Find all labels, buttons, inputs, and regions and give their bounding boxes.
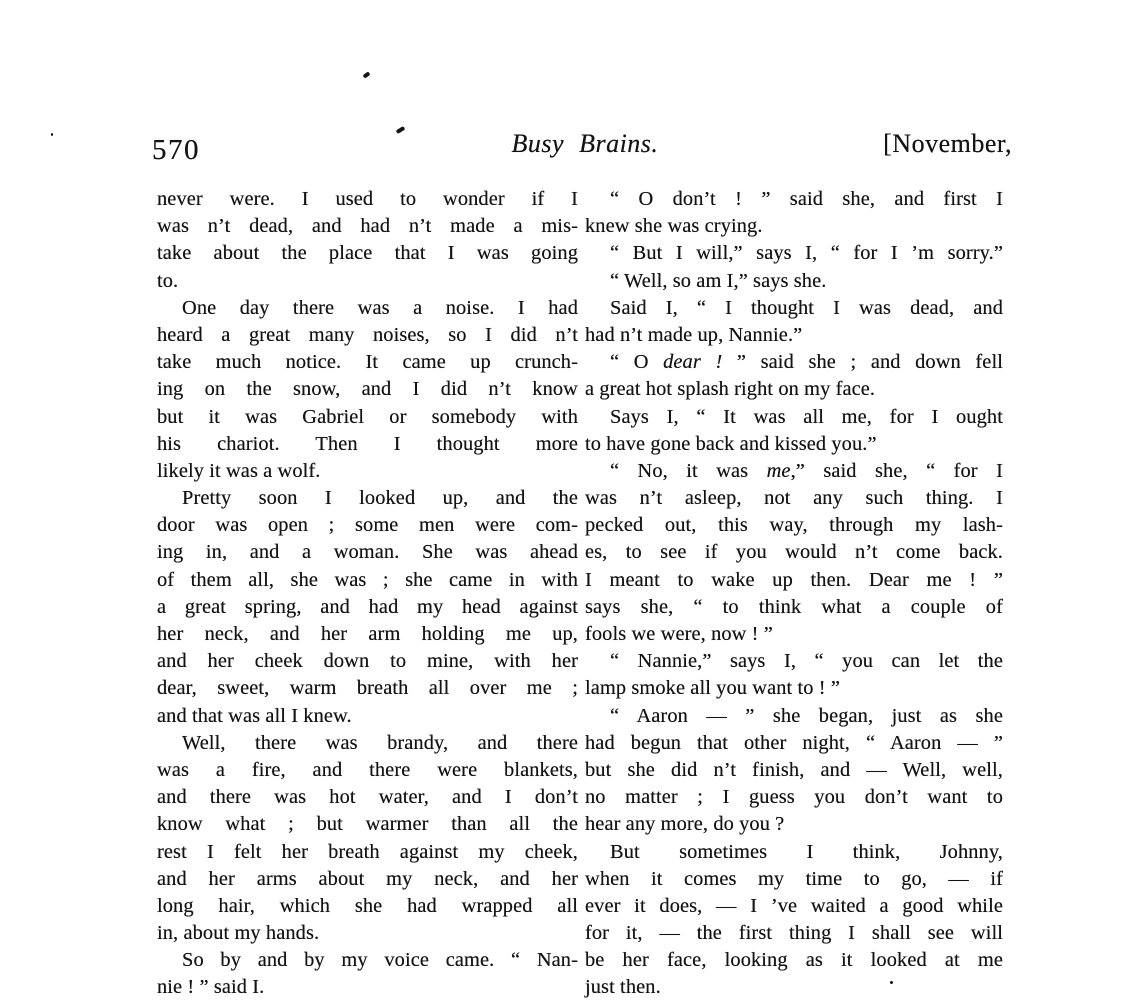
text-line: ing in, and a woman. She was ahead <box>157 541 578 564</box>
text-line: be her face, looking as it looked at me <box>585 949 1003 972</box>
text-line: take much notice. It came up crunch- <box>157 351 578 374</box>
text-line: when it comes my time to go, — if <box>585 867 1003 890</box>
text-line: to. <box>157 269 179 292</box>
text-line: in, about my hands. <box>157 922 320 945</box>
text-line: for it, — the first thing I shall see will <box>585 922 1003 945</box>
text-line: “ Aaron — ” she began, just as she <box>610 704 1003 727</box>
text-line: I meant to wake up then. Dear me ! ” <box>585 568 1003 591</box>
text-line: was n’t asleep, not any such thing. I <box>585 487 1003 510</box>
running-title: Busy Brains. <box>511 129 659 158</box>
text-line: hear any more, do you ? <box>585 813 785 836</box>
text-line: fools we were, now ! ” <box>585 623 773 645</box>
text-line: ever it does, — I ’ve waited a good while <box>585 894 1003 917</box>
text-line: door was open ; some men were com- <box>157 514 578 537</box>
text-line: So by and by my voice came. “ Nan- <box>182 949 578 972</box>
text-line: just then. <box>585 976 661 999</box>
ink-speck <box>51 133 53 136</box>
text-line: likely it was a wolf. <box>157 459 321 482</box>
text-line: lamp smoke all you want to ! ” <box>585 677 840 700</box>
text-line: but it was Gabriel or somebody with <box>157 405 578 428</box>
text-line: knew she was crying. <box>585 215 763 238</box>
ink-speck <box>396 126 406 134</box>
text-line: but she did n’t finish, and — Well, well, <box>585 758 1003 781</box>
text-line: dear, sweet, warm breath all over me ; <box>157 677 578 700</box>
page-number: 570 <box>152 134 200 166</box>
text-line: his chariot. Then I thought more <box>157 432 578 455</box>
text-line: of them all, she was ; she came in with <box>157 568 578 591</box>
text-line: rest I felt her breath against my cheek, <box>157 840 578 863</box>
text-line: “ But I will,” says I, “ for I ’m sorry.” <box>610 242 1003 265</box>
text-line: take about the place that I was going <box>157 242 578 265</box>
text-line: “ Well, so am I,” says she. <box>610 269 827 292</box>
text-line: “ O don’t ! ” said she, and first I <box>610 188 1003 210</box>
text-line: her neck, and her arm holding me up, <box>157 623 578 645</box>
date-header: [November, <box>883 129 1012 158</box>
text-line: Said I, “ I thought I was dead, and <box>610 296 1003 319</box>
text-line: ing on the snow, and I did n’t know <box>157 378 578 401</box>
text-line: a great hot splash right on my face. <box>585 378 876 401</box>
text-line: nie ! ” said I. <box>157 976 265 999</box>
text-line: pecked out, this way, through my lash- <box>585 514 1003 537</box>
text-line: long hair, which she had wrapped all <box>157 894 578 917</box>
text-line: One day there was a noise. I had <box>182 296 578 319</box>
ink-speck <box>362 71 370 78</box>
text-line: Says I, “ It was all me, for I ought <box>610 405 1003 428</box>
text-line: was n’t dead, and had n’t made a mis- <box>157 215 578 238</box>
text-line: Well, there was brandy, and there <box>182 731 578 754</box>
text-line: and her arms about my neck, and her <box>157 867 578 890</box>
text-line: and her cheek down to mine, with her <box>157 650 578 673</box>
text-line: “ Nannie,” says I, “ you can let the <box>610 650 1003 673</box>
text-line: and there was hot water, and I don’t <box>157 786 578 809</box>
text-line: had begun that other night, “ Aaron — ” <box>585 731 1003 754</box>
text-line: But sometimes I think, Johnny, <box>610 840 1003 863</box>
text-line: was a fire, and there were blankets, <box>157 758 578 781</box>
left-column <box>157 186 578 1002</box>
text-line: Pretty soon I looked up, and the <box>182 487 578 510</box>
right-column <box>585 186 1003 1002</box>
ink-speck <box>890 981 893 984</box>
text-line: never were. I used to wonder if I <box>157 188 578 210</box>
text-line: no matter ; I guess you don’t want to <box>585 786 1003 809</box>
text-line: a great spring, and had my head against <box>157 595 578 618</box>
text-line: “ No, it was me,” said she, “ for I <box>610 459 1003 482</box>
text-line: know what ; but warmer than all the <box>157 813 578 836</box>
text-line: says she, “ to think what a couple of <box>585 595 1003 618</box>
text-line: had n’t made up, Nannie.” <box>585 323 803 346</box>
text-line: and that was all I knew. <box>157 704 352 727</box>
text-line: heard a great many noises, so I did n’t <box>157 323 578 346</box>
text-line: to have gone back and kissed you.” <box>585 432 877 455</box>
text-line: es, to see if you would n’t come back. <box>585 541 1003 564</box>
text-line: “ O dear ! ” said she ; and down fell <box>610 351 1003 374</box>
